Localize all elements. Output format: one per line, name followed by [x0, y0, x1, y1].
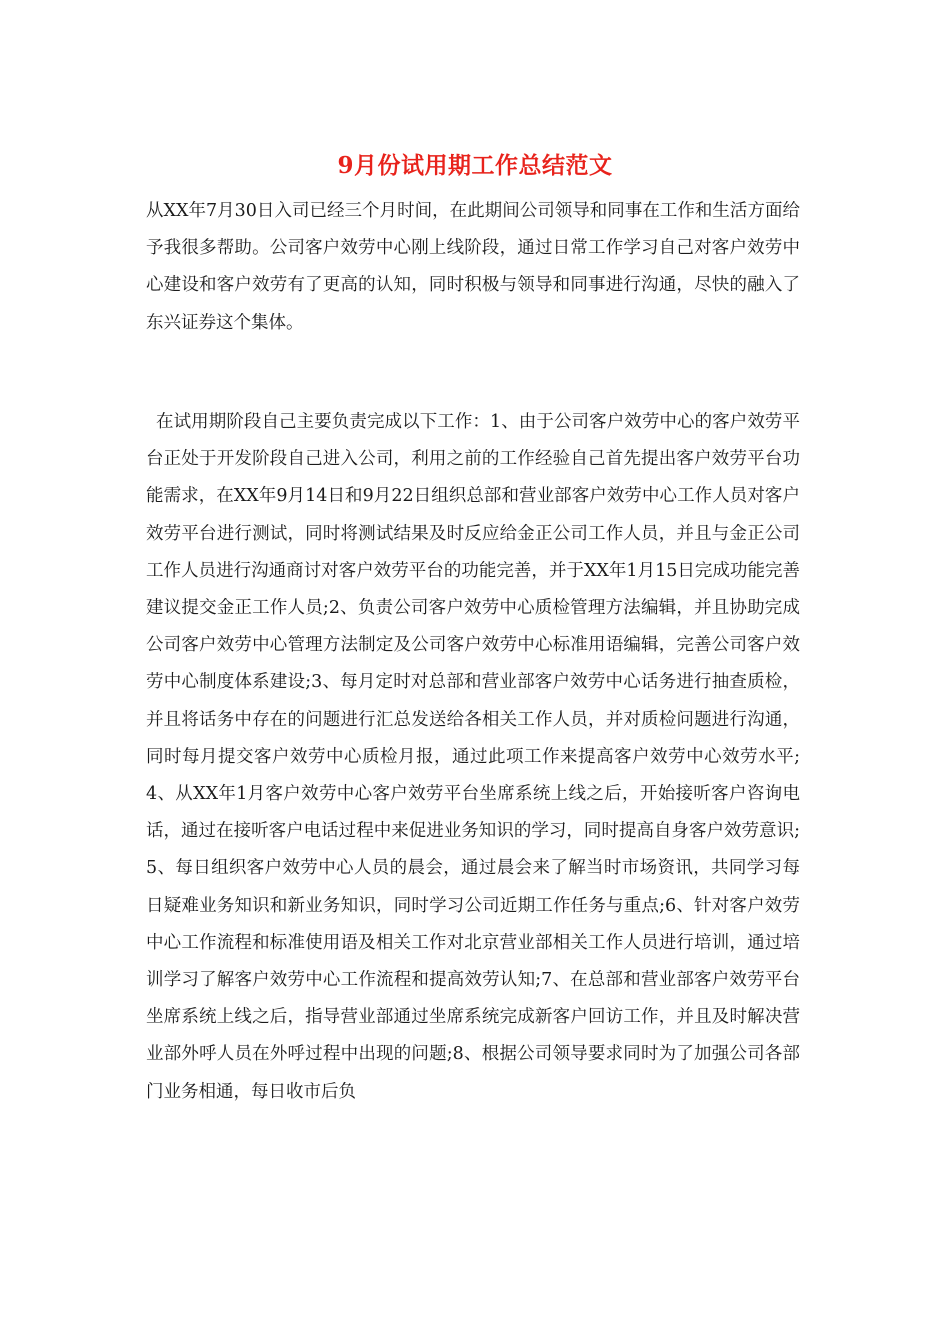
document-title: 9月份试用期工作总结范文	[337, 152, 613, 179]
body-paragraph-intro: 从XX年7月30日入司已经三个月时间，在此期间公司领导和同事在工作和生活方面给予我很多帮助。公司客户效劳中心刚上线阶段，通过日常工作学习自己对客户效劳中心建设和客户效劳有了更高的认知，同时积极与领导和同事进行沟通，尽快的融入了东兴证券这个集体。	[146, 201, 800, 333]
body-paragraph-work-summary: 在试用期阶段自己主要负责完成以下工作：1、由于公司客户效劳中心的客户效劳平台正处于开发阶段自己进入公司，利用之前的工作经验自己首先提出客户效劳平台功能需求，在XX年9月14日和9月22日组织总部和营业部客户效劳中心工作人员对客户效劳平台进行测试，同时将测试结果及时反应给金正公司工作人员，并且与金正公司工作人员进行沟通商讨对客户效劳平台的功能完善，并于XX年1月15日完成功能完善建议提交金正工作人员;2、负责公司客户效劳中心质检管理方法编辑，并且协助完成公司客户效劳中心管理方法制定及公司客户效劳中心标准用语编辑，完善公司客户效劳中心制度体系建设;3、每月定时对总部和营业部客户效劳中心话务进行抽查质检，并且将话务中存在的问题进行汇总发送给各相关工作人员，并对质检问题进行沟通，同时每月提交客户效劳中心质检月报，通过此项工作来提高客户效劳中心效劳水平;4、从XX年1月客户效劳中心客户效劳平台坐席系统上线之后，开始接听客户咨询电话，通过在接听客户电话过程中来促进业务知识的学习，同时提高自身客户效劳意识;5、每日组织客户效劳中心人员的晨会，通过晨会来了解当时市场资讯，共同学习每日疑难业务知识和新业务知识，同时学习公司近期工作任务与重点;6、针对客户效劳中心工作流程和标准使用语及相关工作对北京营业部相关工作人员进行培训，通过培训学习了解客户效劳中心工作流程和提高效劳认知;7、在总部和营业部客户效劳平台坐席系统上线之后，指导营业部通过坐席系统完成新客户回访工作，并且及时解决营业部外呼人员在外呼过程中出现的问题;8、根据公司领导要求同时为了加强公司各部门业务相通，每日收市后负	[146, 412, 800, 1102]
